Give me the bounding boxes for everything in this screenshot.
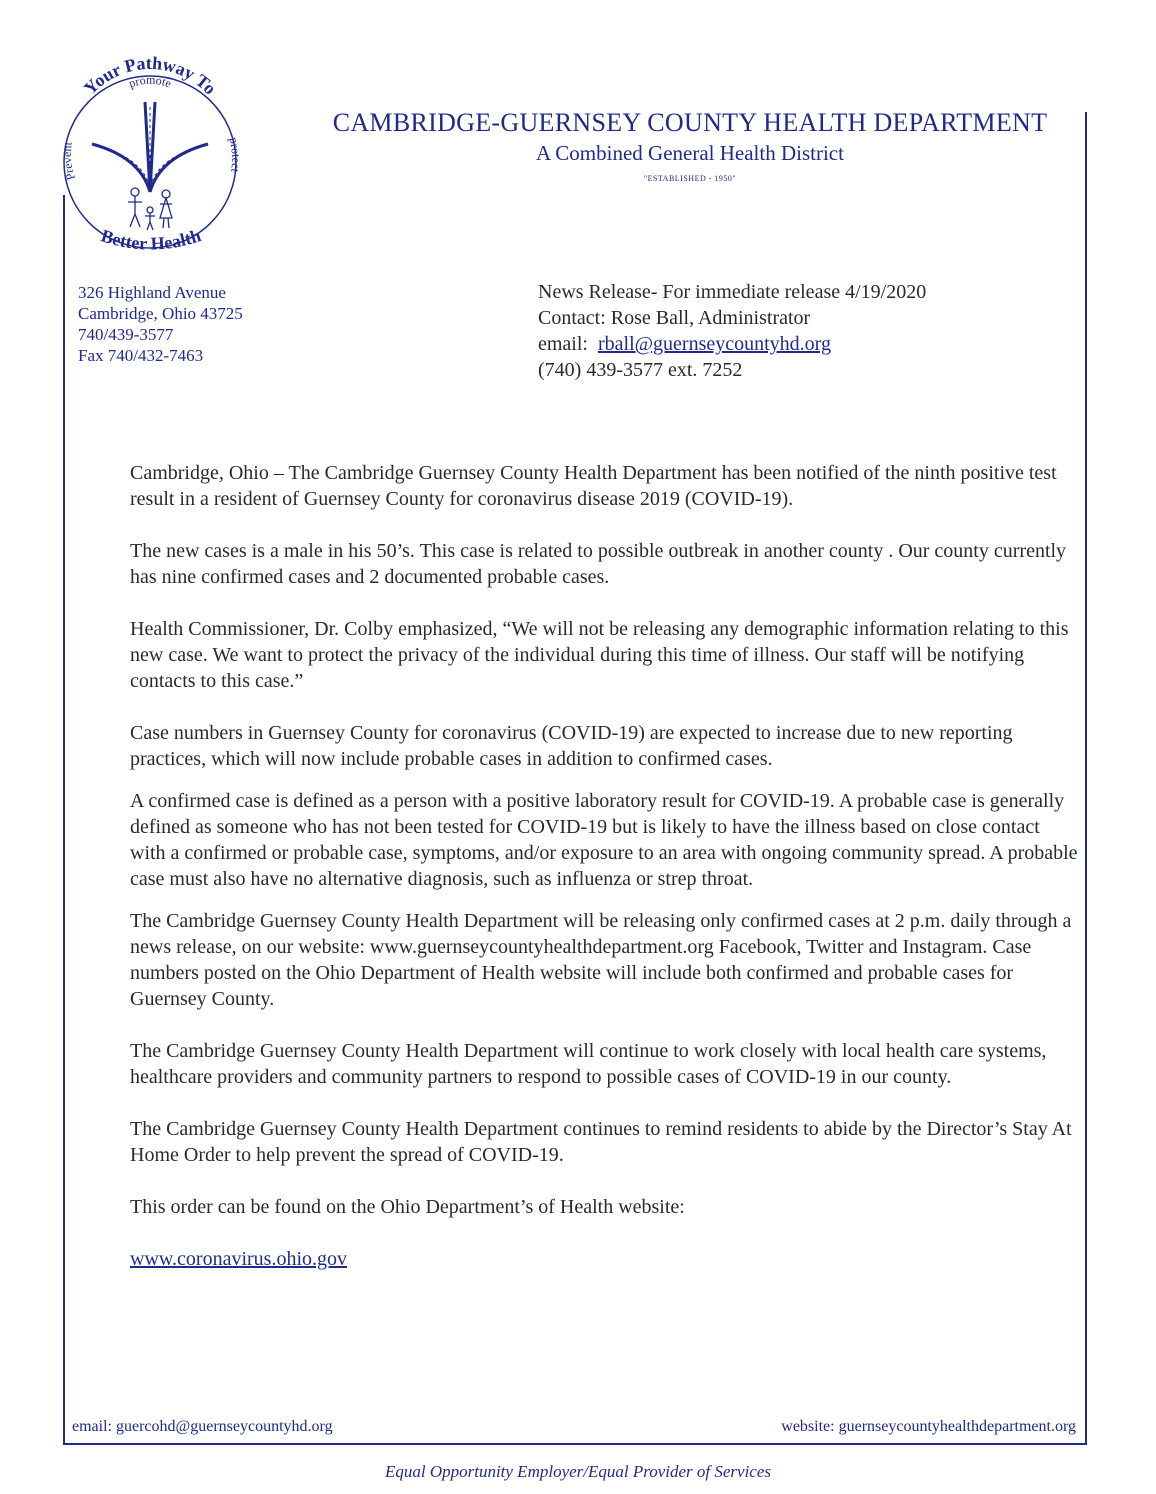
logo-arc-bottom-text: Better Health <box>98 225 204 254</box>
body-paragraph: Cambridge, Ohio – The Cambridge Guernsey County Health Department has been notified of the ninth positive test result in a resident of Guernsey County for coronavirus disease 2019 (COVID-19). <box>130 462 1057 510</box>
organization-name: CAMBRIDGE-GUERNSEY COUNTY HEALTH DEPARTMENT <box>332 108 1048 137</box>
footer-email: email: guercohd@guernseycountyhd.org <box>72 1418 333 1435</box>
frame-bottom-rule <box>63 1443 1087 1445</box>
release-email-line <box>538 331 926 357</box>
address-fax: Fax 740/432-7463 <box>78 346 204 365</box>
coronavirus-website-link[interactable]: www.coronavirus.ohio.gov <box>130 1248 348 1270</box>
release-info-block <box>538 279 926 383</box>
release-date-line: News Release- For immediate release 4/19/2020 <box>538 281 927 303</box>
address-street: 326 Highland Avenue <box>78 283 226 302</box>
letterhead-header <box>300 108 1080 186</box>
established-note: "ESTABLISHED - 1950" <box>643 174 737 183</box>
body-paragraph: The Cambridge Guernsey County Health Department will continue to work closely with local health care systems, healthcare providers and community partners to respond to possible cases of COVID-19 in our county. <box>130 1040 1047 1088</box>
body-paragraph: The Cambridge Guernsey County Health Department continues to remind residents to abide by the Director’s Stay At Home Order to help prevent the spread of COVID-19. <box>130 1118 1072 1166</box>
logo-arc-top-text: Your Pathway To <box>79 52 221 99</box>
footer-tagline: Equal Opportunity Employer/Equal Provider of Services <box>384 1462 772 1481</box>
organization-subtitle: A Combined General Health District <box>536 141 844 165</box>
footer-website: website: guernseycountyhealthdepartment.org <box>781 1418 1076 1435</box>
body-paragraph: Case numbers in Guernsey County for coronavirus (COVID-19) are expected to increase due to new reporting practices, which will now include probable cases in addition to confirmed cases. <box>130 722 1013 770</box>
body-paragraph: The new cases is a male in his 50’s. This case is related to possible outbreak in another county . Our county currently has nine confirmed cases and 2 documented probable cases. <box>130 540 1067 588</box>
frame-right-rule <box>1085 112 1087 1445</box>
address-phone: 740/439-3577 <box>78 325 174 344</box>
release-contact-line: Contact: Rose Ball, Administrator <box>538 307 811 329</box>
frame-left-rule <box>63 195 65 1445</box>
logo-arc-inner-text: promote <box>126 72 174 91</box>
body-paragraph: A confirmed case is defined as a person with a positive laboratory result for COVID-19. A probable case is generally defined as someone who has not been tested for COVID-19 but is likely to have the illness based on close contact with a confirmed or probable case, symptoms, and/or exposure to an area with ongoing community spread. A probable case must also have no alternative diagnosis, such as influenza or strep throat. <box>130 790 1078 890</box>
logo-left-text: Prevent <box>59 141 78 182</box>
logo-right-text: protect <box>226 136 244 174</box>
release-phone-line: (740) 439-3577 ext. 7252 <box>538 359 743 381</box>
body-paragraph: This order can be found on the Ohio Department’s of Health website: <box>130 1196 685 1218</box>
body-paragraph: The Cambridge Guernsey County Health Department will be releasing only confirmed cases at 2 p.m. daily through a news release, on our website: www.guernseycountyhealthdepartment.org Facebook, Twitter and Instagram. Case numbers posted on the Ohio Department of Health website will include both confirmed and probable cases for Guernsey County. <box>130 910 1072 1010</box>
body-paragraph: Health Commissioner, Dr. Colby emphasized, “We will not be releasing any demographic information relating to this new case. We want to protect the privacy of the individual during this time of illness. Our staff will be notifying contacts to this case.” <box>130 618 1069 692</box>
release-body <box>130 460 1078 1298</box>
svg-text:protect <box>227 136 244 174</box>
svg-text:Prevent <box>60 140 78 181</box>
family-icon <box>128 188 172 230</box>
address-city: Cambridge, Ohio 43725 <box>78 304 243 323</box>
health-department-logo <box>50 52 250 277</box>
svg-text:Better Health <box>99 225 204 253</box>
mailing-address <box>78 282 243 366</box>
release-email-label: email: <box>538 333 588 355</box>
release-email-link[interactable]: rball@guernseycountyhd.org <box>597 333 831 355</box>
svg-text:promote <box>127 73 173 91</box>
